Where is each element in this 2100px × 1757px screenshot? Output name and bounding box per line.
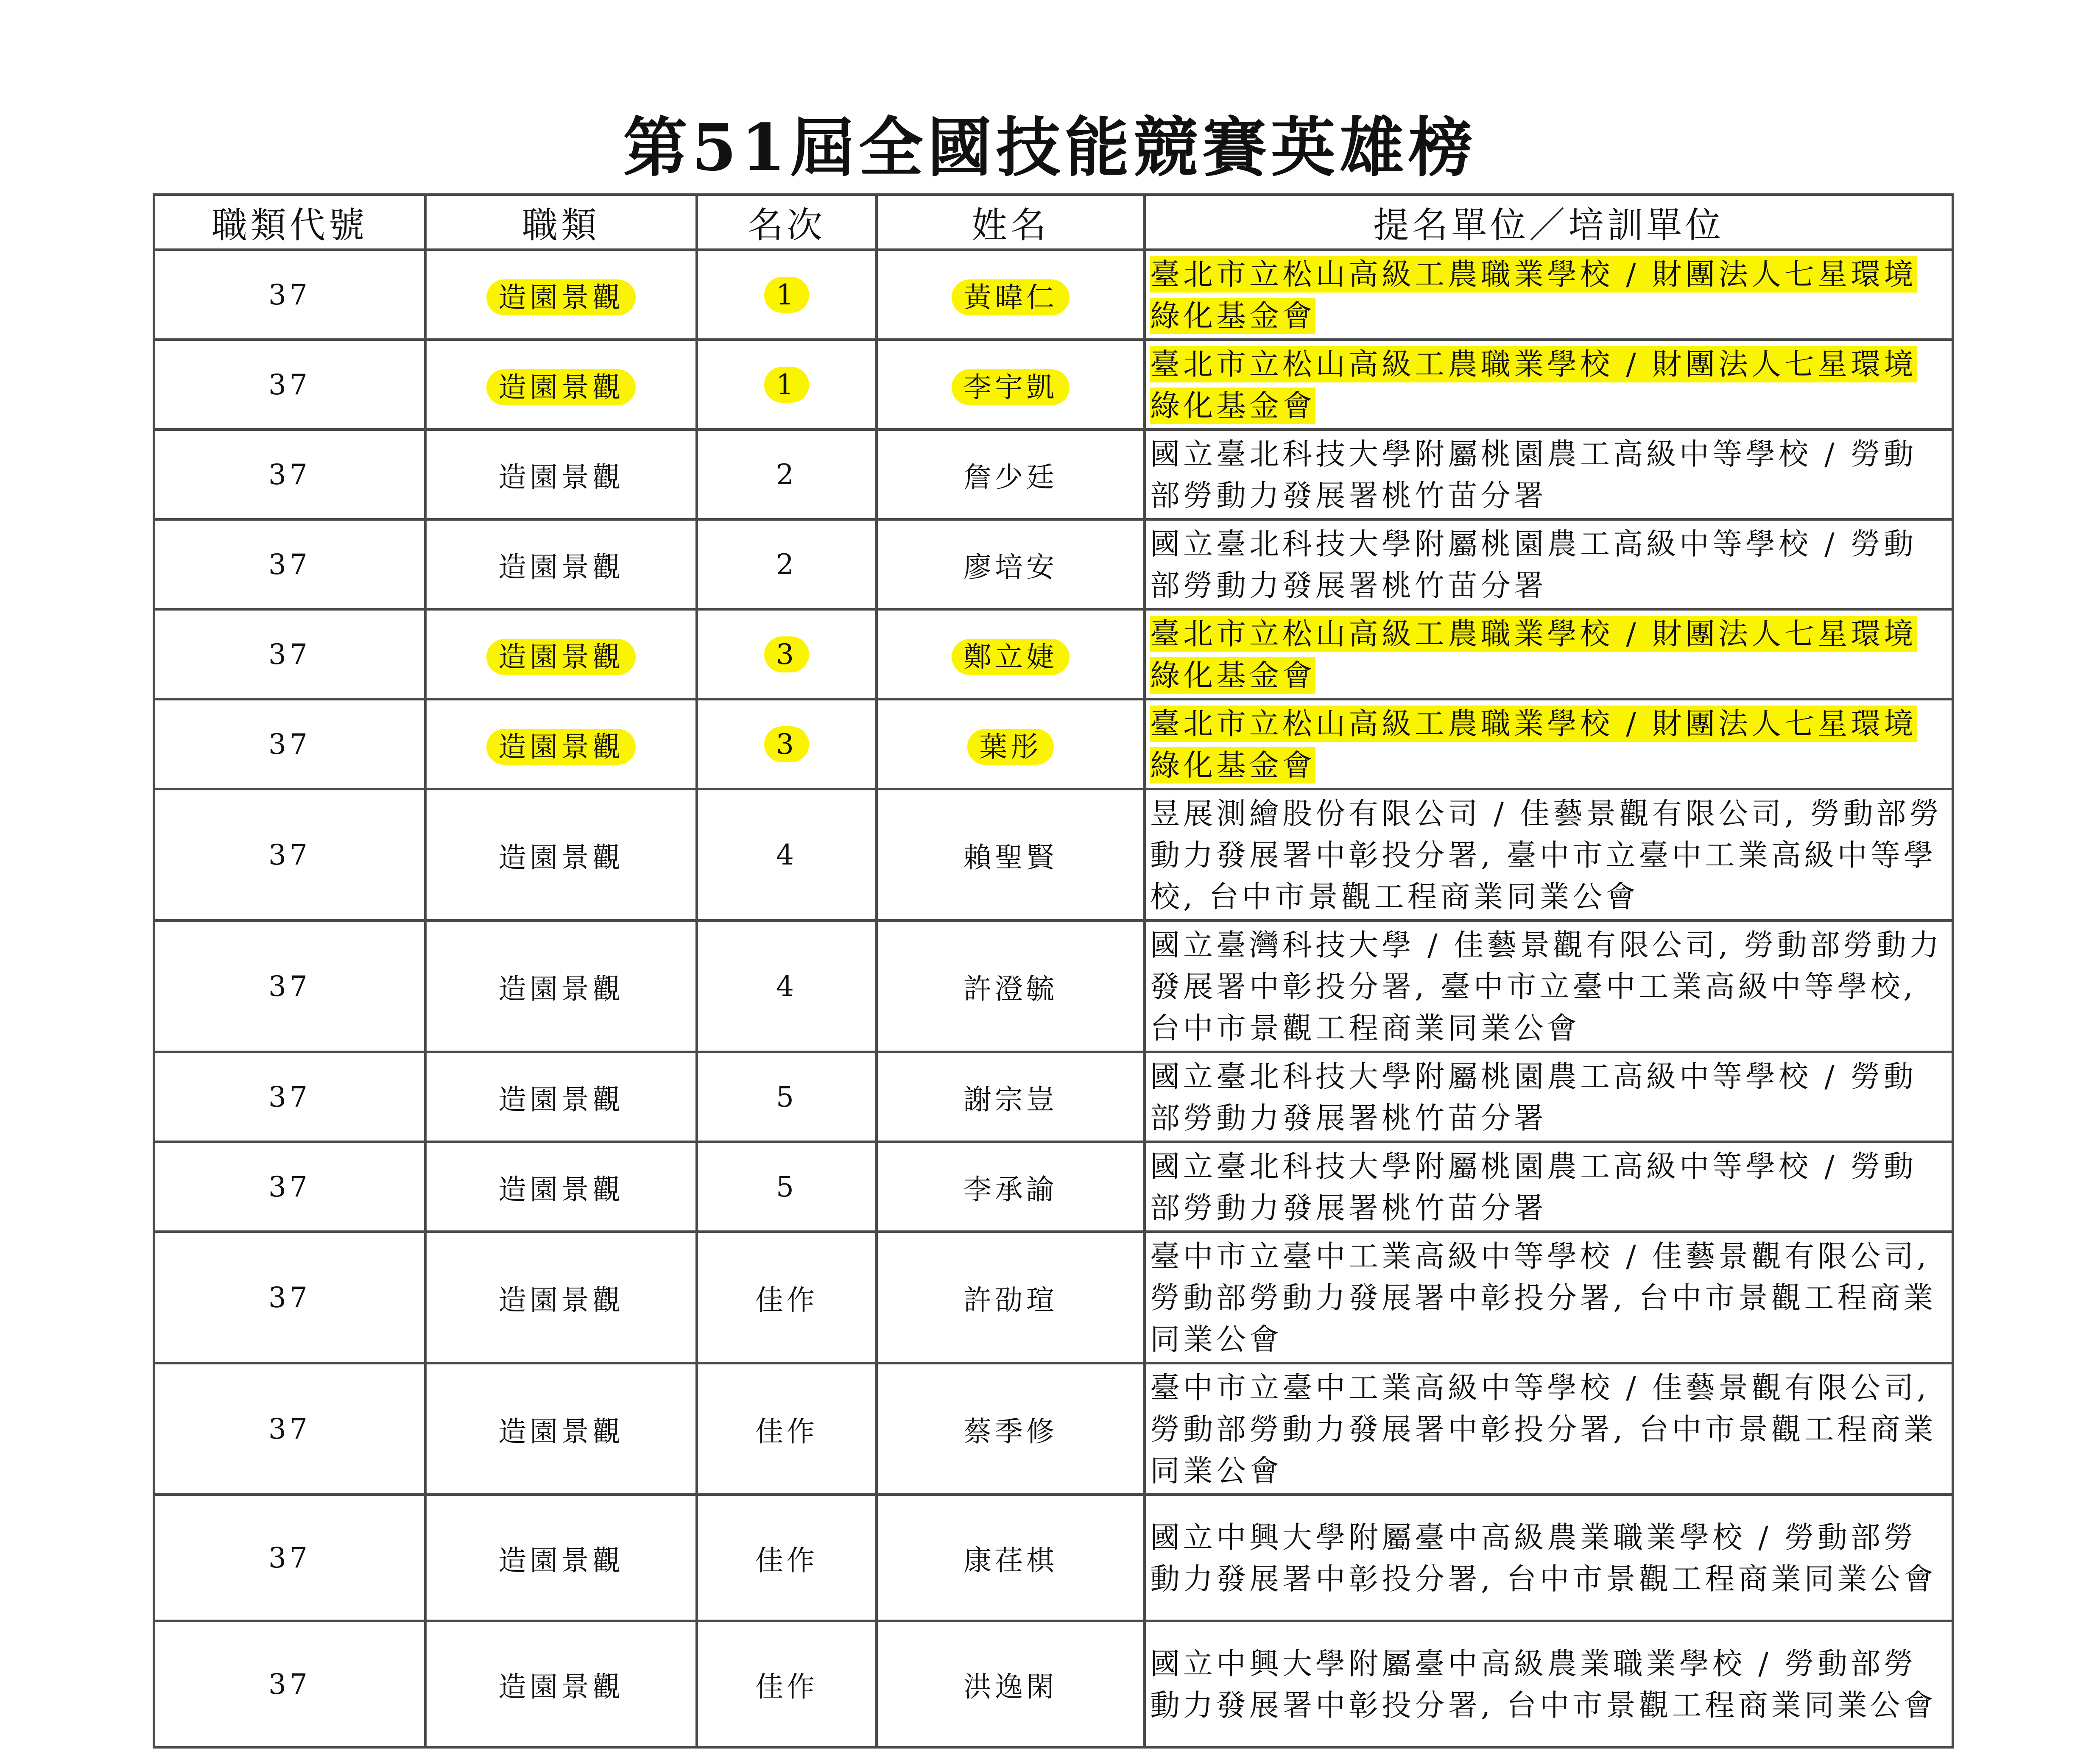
cell-unit-text: 臺中市立臺中工業高級中等學校 / 佳藝景觀有限公司, 勞動部勞動力發展署中彰投分署, 台中市景觀工程商業同業公會 bbox=[1150, 1239, 1937, 1357]
cell-unit bbox=[1145, 920, 1953, 1052]
cell-rank bbox=[697, 1142, 877, 1232]
table-row bbox=[154, 609, 1953, 699]
cell-unit-text: 臺北市立松山高級工農職業學校 / 財團法人七星環境綠化基金會 bbox=[1150, 257, 1917, 333]
cell-rank bbox=[697, 1232, 877, 1363]
cell-name bbox=[877, 1621, 1145, 1747]
table-row bbox=[154, 789, 1953, 920]
cell-unit-text: 臺北市立松山高級工農職業學校 / 財團法人七星環境綠化基金會 bbox=[1150, 706, 1917, 783]
cell-unit-text: 臺北市立松山高級工農職業學校 / 財團法人七星環境綠化基金會 bbox=[1150, 347, 1917, 423]
cell-trade bbox=[425, 519, 697, 609]
cell-name bbox=[877, 519, 1145, 609]
column-header-unit: 提名單位／培訓單位 bbox=[1145, 195, 1953, 250]
cell-rank-text: 1 bbox=[764, 367, 809, 403]
cell-unit-text: 昱展測繪股份有限公司 / 佳藝景觀有限公司, 勞動部勞動力發展署中彰投分署, 臺中市立臺中工業高級中等學校, 台中市景觀工程商業同業公會 bbox=[1150, 796, 1943, 914]
table-row bbox=[154, 250, 1953, 340]
cell-rank-text: 佳作 bbox=[755, 1415, 818, 1448]
column-header-code: 職類代號 bbox=[154, 195, 425, 250]
cell-name-text: 廖培安 bbox=[963, 550, 1058, 583]
cell-trade bbox=[425, 250, 697, 340]
cell-rank-text: 4 bbox=[776, 970, 797, 1003]
cell-rank-text: 5 bbox=[776, 1170, 797, 1203]
cell-trade-text: 造園景觀 bbox=[498, 972, 624, 1005]
cell-rank bbox=[697, 920, 877, 1052]
cell-rank bbox=[697, 699, 877, 789]
cell-code bbox=[154, 519, 425, 609]
cell-trade bbox=[425, 1142, 697, 1232]
cell-name bbox=[877, 920, 1145, 1052]
cell-name bbox=[877, 1052, 1145, 1142]
cell-unit-text: 國立臺北科技大學附屬桃園農工高級中等學校 / 勞動部勞動力發展署桃竹苗分署 bbox=[1150, 1059, 1917, 1135]
cell-trade-text: 造園景觀 bbox=[486, 729, 636, 765]
column-header-name: 姓名 bbox=[877, 195, 1145, 250]
cell-name bbox=[877, 250, 1145, 340]
cell-rank bbox=[697, 1052, 877, 1142]
cell-trade-text: 造園景觀 bbox=[498, 841, 624, 874]
cell-code-text: 37 bbox=[268, 1412, 311, 1445]
cell-trade-text: 造園景觀 bbox=[498, 550, 624, 583]
cell-rank-text: 3 bbox=[764, 636, 809, 672]
cell-rank bbox=[697, 1495, 877, 1621]
cell-name bbox=[877, 1495, 1145, 1621]
cell-code bbox=[154, 789, 425, 920]
cell-trade bbox=[425, 1052, 697, 1142]
table-row bbox=[154, 1495, 1953, 1621]
cell-trade-text: 造園景觀 bbox=[498, 1173, 624, 1206]
cell-name-text: 許澄毓 bbox=[963, 972, 1058, 1005]
cell-name-text: 黃暐仁 bbox=[952, 279, 1070, 315]
cell-name-text: 蔡季修 bbox=[963, 1415, 1058, 1448]
cell-unit-text: 臺北市立松山高級工農職業學校 / 財團法人七星環境綠化基金會 bbox=[1150, 616, 1917, 693]
cell-trade-text: 造園景觀 bbox=[498, 460, 624, 494]
cell-code-text: 37 bbox=[268, 1080, 311, 1113]
cell-name-text: 許劭瑄 bbox=[963, 1283, 1058, 1316]
table-row bbox=[154, 1621, 1953, 1747]
cell-code bbox=[154, 250, 425, 340]
cell-code-text: 37 bbox=[268, 278, 311, 311]
cell-trade bbox=[425, 340, 697, 429]
cell-trade bbox=[425, 789, 697, 920]
cell-rank-text: 5 bbox=[776, 1080, 797, 1113]
column-header-trade: 職類 bbox=[425, 195, 697, 250]
cell-code-text: 37 bbox=[268, 548, 311, 581]
winners-table bbox=[153, 193, 1954, 1749]
cell-unit-text: 臺中市立臺中工業高級中等學校 / 佳藝景觀有限公司, 勞動部勞動力發展署中彰投分署, 台中市景觀工程商業同業公會 bbox=[1150, 1370, 1937, 1488]
cell-name bbox=[877, 1232, 1145, 1363]
cell-unit bbox=[1145, 519, 1953, 609]
cell-code-text: 37 bbox=[268, 1541, 311, 1574]
cell-rank bbox=[697, 429, 877, 519]
cell-rank-text: 佳作 bbox=[755, 1670, 818, 1703]
cell-rank-text: 2 bbox=[776, 458, 797, 491]
table-row bbox=[154, 1052, 1953, 1142]
cell-code-text: 37 bbox=[268, 1170, 311, 1203]
page-title: 第51屆全國技能競賽英雄榜 bbox=[623, 109, 1477, 185]
table-row bbox=[154, 340, 1953, 429]
table-header-row bbox=[154, 195, 1953, 250]
cell-rank bbox=[697, 609, 877, 699]
cell-unit bbox=[1145, 250, 1953, 340]
cell-trade-text: 造園景觀 bbox=[486, 369, 636, 405]
cell-rank-text: 2 bbox=[776, 548, 797, 581]
cell-unit-text: 國立中興大學附屬臺中高級農業職業學校 / 勞動部勞動力發展署中彰投分署, 台中市景觀工程商業同業公會 bbox=[1150, 1520, 1937, 1596]
cell-trade-text: 造園景觀 bbox=[498, 1415, 624, 1448]
table-row bbox=[154, 1142, 1953, 1232]
cell-name-text: 李宇凱 bbox=[952, 369, 1070, 405]
cell-code-text: 37 bbox=[268, 458, 311, 491]
cell-code-text: 37 bbox=[268, 728, 311, 761]
cell-code bbox=[154, 1232, 425, 1363]
cell-code bbox=[154, 429, 425, 519]
cell-unit bbox=[1145, 699, 1953, 789]
cell-code-text: 37 bbox=[268, 970, 311, 1003]
cell-code-text: 37 bbox=[268, 838, 311, 871]
cell-trade bbox=[425, 699, 697, 789]
cell-unit bbox=[1145, 1363, 1953, 1495]
cell-unit bbox=[1145, 1052, 1953, 1142]
cell-name-text: 謝宗豈 bbox=[963, 1083, 1058, 1116]
cell-unit-text: 國立臺北科技大學附屬桃園農工高級中等學校 / 勞動部勞動力發展署桃竹苗分署 bbox=[1150, 1149, 1917, 1225]
table-row bbox=[154, 1363, 1953, 1495]
cell-code bbox=[154, 1363, 425, 1495]
cell-name bbox=[877, 1363, 1145, 1495]
cell-name-text: 李承諭 bbox=[963, 1173, 1058, 1206]
cell-unit bbox=[1145, 789, 1953, 920]
cell-name-text: 洪逸閑 bbox=[963, 1670, 1058, 1703]
cell-code bbox=[154, 1142, 425, 1232]
cell-code bbox=[154, 920, 425, 1052]
cell-unit bbox=[1145, 429, 1953, 519]
cell-code-text: 37 bbox=[268, 368, 311, 401]
cell-name-text: 賴聖賢 bbox=[963, 841, 1058, 874]
cell-rank bbox=[697, 1363, 877, 1495]
table-row bbox=[154, 429, 1953, 519]
cell-trade-text: 造園景觀 bbox=[498, 1544, 624, 1577]
cell-trade bbox=[425, 609, 697, 699]
cell-unit bbox=[1145, 609, 1953, 699]
cell-name bbox=[877, 429, 1145, 519]
cell-unit-text: 國立臺北科技大學附屬桃園農工高級中等學校 / 勞動部勞動力發展署桃竹苗分署 bbox=[1150, 527, 1917, 603]
cell-name-text: 葉彤 bbox=[967, 729, 1054, 765]
cell-name bbox=[877, 609, 1145, 699]
table-row bbox=[154, 699, 1953, 789]
cell-trade bbox=[425, 920, 697, 1052]
cell-rank-text: 1 bbox=[764, 277, 809, 313]
table-body bbox=[154, 250, 1953, 1747]
cell-unit-text: 國立臺北科技大學附屬桃園農工高級中等學校 / 勞動部勞動力發展署桃竹苗分署 bbox=[1150, 437, 1917, 513]
cell-trade bbox=[425, 1621, 697, 1747]
cell-trade bbox=[425, 429, 697, 519]
cell-rank-text: 3 bbox=[764, 726, 809, 762]
cell-trade-text: 造園景觀 bbox=[498, 1083, 624, 1116]
cell-trade-text: 造園景觀 bbox=[498, 1670, 624, 1703]
table-row bbox=[154, 1232, 1953, 1363]
cell-trade-text: 造園景觀 bbox=[486, 639, 636, 675]
cell-name bbox=[877, 1142, 1145, 1232]
cell-unit bbox=[1145, 1621, 1953, 1747]
cell-code-text: 37 bbox=[268, 638, 311, 671]
cell-trade bbox=[425, 1232, 697, 1363]
cell-name bbox=[877, 340, 1145, 429]
cell-unit bbox=[1145, 1142, 1953, 1232]
cell-code bbox=[154, 699, 425, 789]
cell-rank bbox=[697, 250, 877, 340]
cell-unit-text: 國立中興大學附屬臺中高級農業職業學校 / 勞動部勞動力發展署中彰投分署, 台中市景觀工程商業同業公會 bbox=[1150, 1646, 1937, 1723]
column-header-rank: 名次 bbox=[697, 195, 877, 250]
cell-code bbox=[154, 1052, 425, 1142]
cell-name-text: 鄭立婕 bbox=[952, 639, 1070, 675]
table-row bbox=[154, 920, 1953, 1052]
cell-unit-text: 國立臺灣科技大學 / 佳藝景觀有限公司, 勞動部勞動力發展署中彰投分署, 臺中市立臺中工業高級中等學校, 台中市景觀工程商業同業公會 bbox=[1150, 928, 1943, 1046]
cell-rank bbox=[697, 789, 877, 920]
cell-name bbox=[877, 699, 1145, 789]
cell-unit bbox=[1145, 1232, 1953, 1363]
cell-code bbox=[154, 1495, 425, 1621]
cell-rank bbox=[697, 340, 877, 429]
cell-rank-text: 4 bbox=[776, 838, 797, 871]
cell-trade-text: 造園景觀 bbox=[498, 1283, 624, 1316]
cell-trade-text: 造園景觀 bbox=[486, 279, 636, 315]
cell-trade bbox=[425, 1363, 697, 1495]
cell-rank-text: 佳作 bbox=[755, 1544, 818, 1577]
cell-unit bbox=[1145, 1495, 1953, 1621]
cell-unit bbox=[1145, 340, 1953, 429]
cell-code bbox=[154, 609, 425, 699]
cell-name-text: 詹少廷 bbox=[963, 460, 1058, 494]
table-row bbox=[154, 519, 1953, 609]
cell-code bbox=[154, 1621, 425, 1747]
cell-rank bbox=[697, 1621, 877, 1747]
cell-code-text: 37 bbox=[268, 1668, 311, 1701]
cell-name bbox=[877, 789, 1145, 920]
cell-code-text: 37 bbox=[268, 1281, 311, 1314]
cell-name-text: 康荏棋 bbox=[963, 1544, 1058, 1577]
cell-code bbox=[154, 340, 425, 429]
cell-trade bbox=[425, 1495, 697, 1621]
cell-rank-text: 佳作 bbox=[755, 1283, 818, 1316]
cell-rank bbox=[697, 519, 877, 609]
